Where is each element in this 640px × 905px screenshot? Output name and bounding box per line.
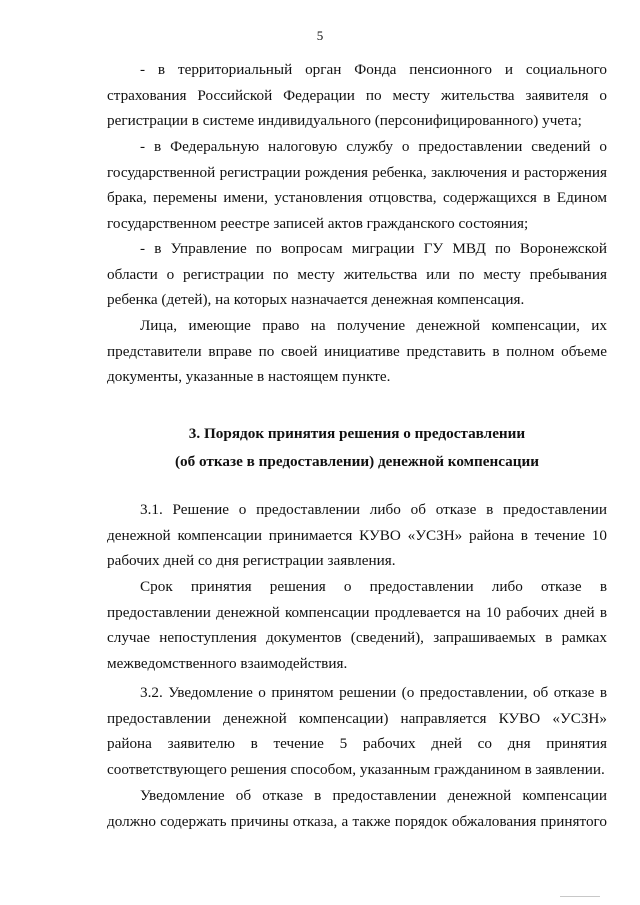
paragraph-refusal-notice: Уведомление об отказе в предоставлении денежной компенсации должно содержать причины отказа, а также порядок обжалования принятого (107, 787, 607, 830)
paragraph-pension-fund: - в территориальный орган Фонда пенсионного и социального страхования Российской Федерации по месту жительства заявителя о регистрации в системе индивидуального (персонифицированного) учета; (107, 61, 607, 130)
section-title-line1: 3. Порядок принятия решения о предоставлении (188, 425, 526, 442)
paragraph-3-2: 3.2. Уведомление о принятом решении (о предоставлении, об отказе в предоставлении денежной компенсации) направляется КУВО «УСЗН» района заявителю в течение 5 рабочих дней со дня принятия соответствующего решения способом, указанным гражданином в заявлении. (107, 684, 607, 778)
paragraph-migration: - в Управление по вопросам миграции ГУ МВД по Воронежской области о регистрации по месту жительства или по месту пребывания ребенка (детей), на которых назначается денежная компенсация. (107, 240, 607, 309)
paragraph-representatives: Лица, имеющие право на получение денежной компенсации, их представители вправе по своей инициативе представить в полном объеме документы, указанные в настоящем пункте. (107, 317, 607, 386)
section-title-line2: (об отказе в предоставлении) денежной компенсации (174, 453, 540, 470)
paragraph-term-extension: Срок принятия решения о предоставлении либо отказе в предоставлении денежной компенсации продлевается на 10 рабочих дней в случае непоступления документов (сведений), запрашиваемых в рамках межведомственного взаимодействия. (107, 578, 607, 672)
scan-edge-mark (560, 896, 600, 897)
paragraph-3-1: 3.1. Решение о предоставлении либо об отказе в предоставлении денежной компенсации принимается КУВО «УСЗН» района в течение 10 рабочих дней со дня регистрации заявления. (107, 501, 607, 570)
page-number: 5 (316, 28, 324, 43)
paragraph-tax-service: - в Федеральную налоговую службу о предоставлении сведений о государственной регистрации рождения ребенка, заключения и расторжения брака, перемены имени, установления отцовства, содержащихся в Едином государственном реестре записей актов гражданского состояния; (107, 138, 607, 232)
